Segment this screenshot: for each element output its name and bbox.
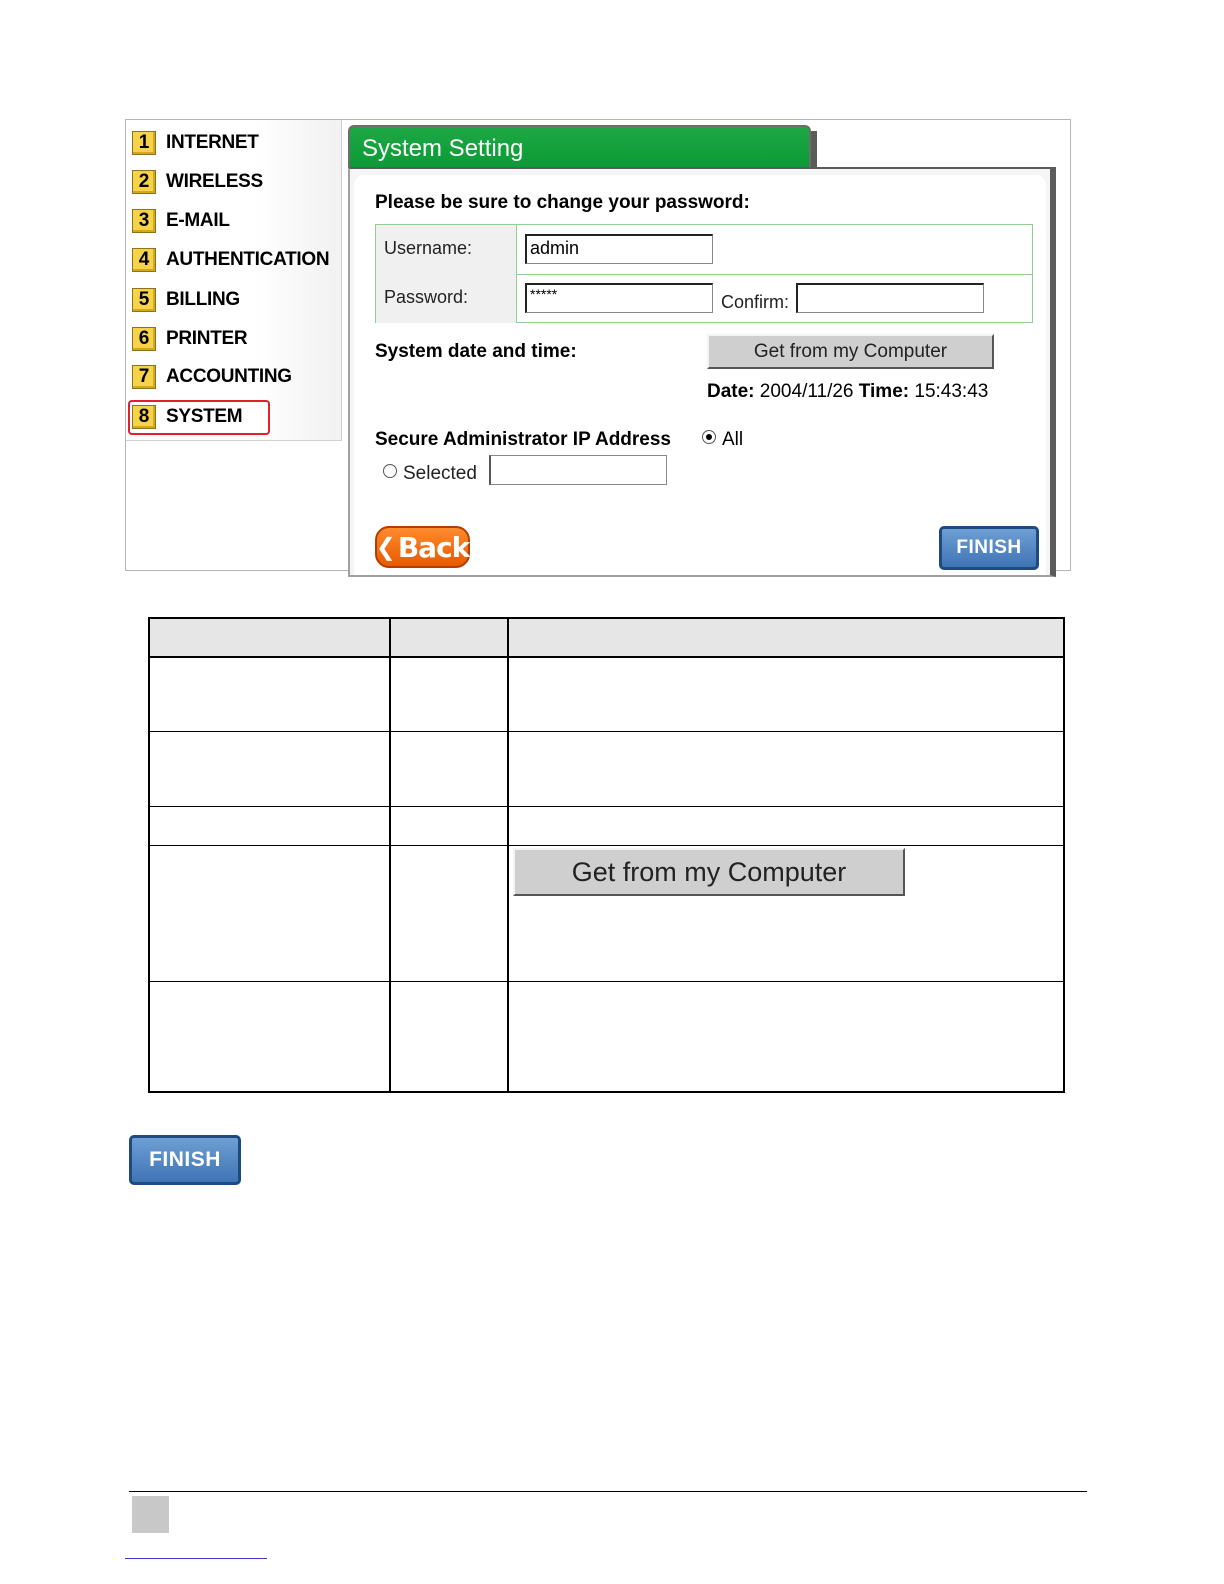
step-number-badge: 5	[132, 288, 156, 312]
step-number-badge: 3	[132, 209, 156, 233]
footer-link-underline	[125, 1558, 267, 1559]
selected-ip-input[interactable]	[489, 455, 667, 485]
sidebar-item-label: E-MAIL	[166, 210, 230, 231]
datetime-heading: System date and time:	[375, 341, 577, 362]
confirm-password-input[interactable]	[796, 283, 984, 313]
username-input[interactable]: admin	[525, 234, 713, 264]
password-heading: Please be sure to change your password:	[375, 192, 750, 213]
radio-all[interactable]	[702, 430, 716, 444]
date-value: 2004/11/26	[759, 381, 854, 402]
get-from-computer-button-illustration: Get from my Computer	[513, 848, 905, 896]
row-divider	[150, 845, 1063, 846]
step-number-badge: 4	[132, 248, 156, 272]
setup-sidebar	[126, 120, 342, 441]
username-label: Username:	[384, 238, 473, 258]
settings-description-table	[148, 617, 1065, 1093]
panel-content	[354, 175, 1046, 575]
step-number-badge: 2	[132, 170, 156, 194]
radio-all-label: All	[722, 429, 744, 450]
datetime-readout	[707, 381, 988, 403]
sidebar-item-billing[interactable]	[132, 285, 240, 315]
radio-selected[interactable]	[383, 464, 397, 478]
admin-console-screenshot	[125, 119, 1071, 571]
sidebar-item-wireless[interactable]	[132, 167, 263, 197]
chevron-left-icon: ❮	[375, 533, 395, 561]
finish-button-illustration: FINISH	[129, 1135, 241, 1185]
sidebar-item-label: PRINTER	[166, 328, 248, 349]
panel-title: System Setting	[362, 135, 524, 162]
column-divider	[389, 619, 391, 1091]
panel-body	[348, 167, 1056, 577]
time-value: 15:43:43	[914, 381, 989, 402]
row-divider	[150, 731, 1063, 732]
sidebar-item-email[interactable]	[132, 206, 230, 236]
label-cell	[376, 225, 517, 274]
table-header-row	[150, 619, 1063, 658]
panel-header-tab	[348, 125, 811, 167]
step-number-badge: 1	[132, 131, 156, 155]
row-divider	[150, 981, 1063, 982]
sidebar-item-label: INTERNET	[166, 132, 259, 153]
page-number-box	[132, 1496, 169, 1533]
password-input[interactable]: *****	[525, 283, 713, 313]
active-item-highlight	[128, 400, 270, 435]
username-row	[376, 225, 1032, 275]
time-label: Time:	[858, 381, 910, 402]
sidebar-item-label: BILLING	[166, 289, 240, 310]
credentials-table	[375, 224, 1033, 323]
footer-divider	[129, 1491, 1087, 1492]
finish-button[interactable]: FINISH	[939, 526, 1039, 570]
sidebar-item-printer[interactable]	[132, 324, 247, 354]
sidebar-item-label: ACCOUNTING	[166, 366, 292, 387]
get-from-computer-button[interactable]: Get from my Computer	[707, 334, 994, 369]
sidebar-item-accounting[interactable]	[132, 362, 292, 392]
row-divider	[150, 806, 1063, 807]
sidebar-item-label: SYSTEM	[166, 406, 243, 427]
step-number-badge: 8	[132, 405, 156, 429]
secure-ip-heading: Secure Administrator IP Address	[375, 429, 672, 450]
confirm-label: Confirm:	[721, 292, 790, 312]
sidebar-item-authentication[interactable]	[132, 245, 329, 275]
password-label: Password:	[384, 287, 469, 307]
sidebar-item-label: AUTHENTICATION	[166, 249, 330, 270]
sidebar-item-internet[interactable]	[132, 128, 259, 158]
radio-selected-label: Selected	[403, 463, 477, 484]
label-cell	[376, 274, 517, 323]
column-divider	[507, 619, 509, 1091]
password-row	[376, 274, 1032, 323]
back-button[interactable]	[375, 526, 470, 568]
system-setting-panel	[341, 120, 1070, 570]
back-button-label: Back	[397, 530, 470, 564]
date-label: Date:	[707, 381, 755, 402]
step-number-badge: 7	[132, 365, 156, 389]
sidebar-item-label: WIRELESS	[166, 171, 263, 192]
step-number-badge: 6	[132, 327, 156, 351]
